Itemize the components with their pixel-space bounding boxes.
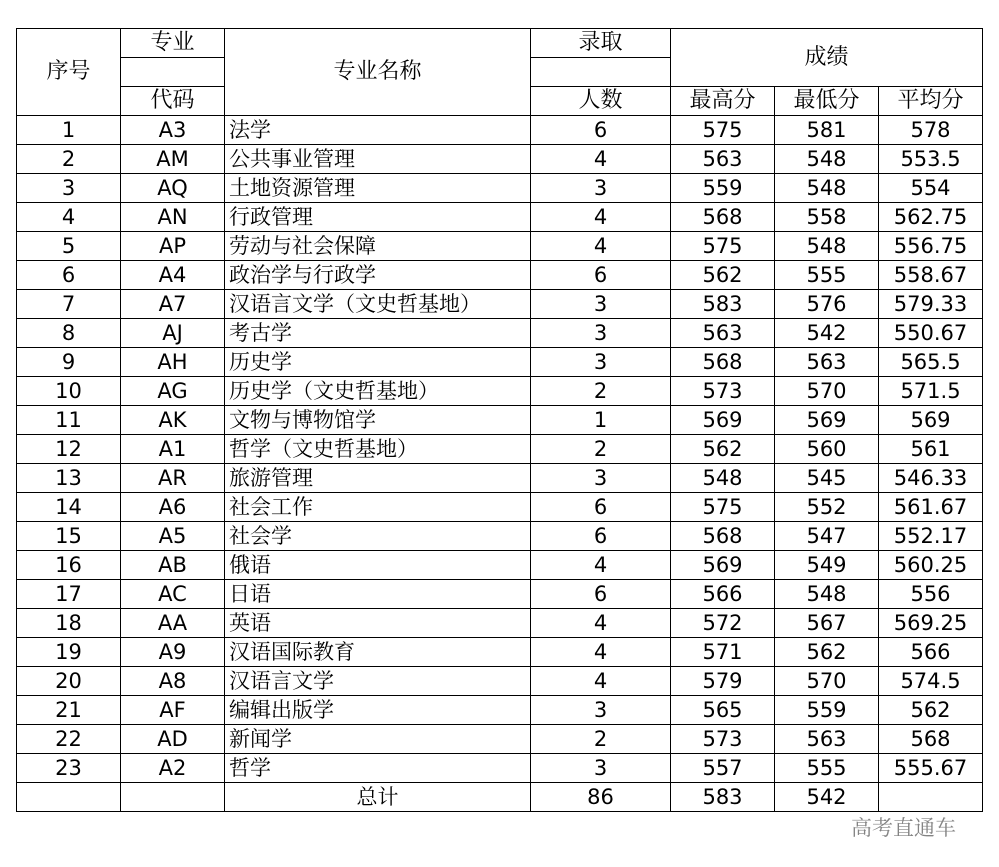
cell-name: 社会学 [225,522,531,551]
cell-min: 559 [775,696,879,725]
cell-avg: 578 [879,116,983,145]
cell-min: 548 [775,232,879,261]
total-min: 542 [775,783,879,812]
cell-name: 土地资源管理 [225,174,531,203]
table-row [17,725,983,754]
table-row [17,406,983,435]
cell-max: 571 [671,638,775,667]
table-row [17,377,983,406]
cell-code: AA [121,609,225,638]
cell-index: 15 [17,522,121,551]
cell-avg: 562 [879,696,983,725]
cell-index: 17 [17,580,121,609]
cell-index: 13 [17,464,121,493]
table-row [17,348,983,377]
cell-name: 政治学与行政学 [225,261,531,290]
cell-max: 575 [671,116,775,145]
cell-avg: 554 [879,174,983,203]
cell-code: A7 [121,290,225,319]
total-avg [879,783,983,812]
cell-avg: 556 [879,580,983,609]
table-row [17,754,983,783]
cell-name: 汉语言文学（文史哲基地） [225,290,531,319]
table-row [17,174,983,203]
cell-min: 562 [775,638,879,667]
cell-count: 2 [531,435,671,464]
cell-avg: 579.33 [879,290,983,319]
table-row [17,551,983,580]
cell-count: 6 [531,116,671,145]
cell-index: 3 [17,174,121,203]
cell-name: 旅游管理 [225,464,531,493]
cell-code: A6 [121,493,225,522]
cell-name: 考古学 [225,319,531,348]
table-row [17,522,983,551]
table-row [17,290,983,319]
cell-avg: 560.25 [879,551,983,580]
cell-count: 3 [531,174,671,203]
table-row [17,638,983,667]
cell-min: 548 [775,580,879,609]
cell-code: AH [121,348,225,377]
cell-min: 552 [775,493,879,522]
cell-name: 文物与博物馆学 [225,406,531,435]
cell-avg: 556.75 [879,232,983,261]
table-row [17,667,983,696]
cell-count: 6 [531,261,671,290]
total-index-blank [17,783,121,812]
cell-max: 568 [671,203,775,232]
header-code-blank [121,58,225,87]
cell-code: AC [121,580,225,609]
cell-max: 575 [671,232,775,261]
table-row [17,696,983,725]
header-code-top: 专业 [121,29,225,58]
cell-name: 公共事业管理 [225,145,531,174]
cell-code: A8 [121,667,225,696]
cell-avg: 558.67 [879,261,983,290]
cell-name: 英语 [225,609,531,638]
cell-code: AQ [121,174,225,203]
cell-max: 568 [671,522,775,551]
cell-avg: 569.25 [879,609,983,638]
cell-code: A1 [121,435,225,464]
cell-max: 557 [671,754,775,783]
cell-index: 5 [17,232,121,261]
cell-count: 4 [531,203,671,232]
cell-min: 548 [775,174,879,203]
cell-avg: 553.5 [879,145,983,174]
cell-index: 6 [17,261,121,290]
cell-code: AK [121,406,225,435]
cell-max: 559 [671,174,775,203]
cell-min: 555 [775,261,879,290]
cell-index: 4 [17,203,121,232]
cell-avg: 546.33 [879,464,983,493]
cell-count: 3 [531,319,671,348]
table-row [17,464,983,493]
cell-index: 21 [17,696,121,725]
cell-index: 1 [17,116,121,145]
cell-min: 581 [775,116,879,145]
cell-name: 历史学（文史哲基地） [225,377,531,406]
admission-score-table [16,28,983,812]
cell-index: 23 [17,754,121,783]
cell-min: 560 [775,435,879,464]
table-row [17,435,983,464]
cell-count: 3 [531,464,671,493]
cell-index: 2 [17,145,121,174]
cell-code: A9 [121,638,225,667]
cell-avg: 552.17 [879,522,983,551]
cell-count: 3 [531,290,671,319]
cell-index: 20 [17,667,121,696]
cell-max: 562 [671,435,775,464]
cell-name: 编辑出版学 [225,696,531,725]
cell-count: 2 [531,725,671,754]
cell-avg: 555.67 [879,754,983,783]
header-admit-blank [531,58,671,87]
table-row [17,493,983,522]
cell-avg: 565.5 [879,348,983,377]
cell-max: 562 [671,261,775,290]
cell-min: 558 [775,203,879,232]
cell-name: 新闻学 [225,725,531,754]
cell-name: 汉语言文学 [225,667,531,696]
table-row [17,203,983,232]
cell-index: 16 [17,551,121,580]
table-row [17,580,983,609]
cell-name: 历史学 [225,348,531,377]
total-code-blank [121,783,225,812]
cell-name: 汉语国际教育 [225,638,531,667]
cell-index: 9 [17,348,121,377]
cell-min: 545 [775,464,879,493]
cell-min: 570 [775,377,879,406]
cell-name: 日语 [225,580,531,609]
table-row [17,145,983,174]
header-avg: 平均分 [879,87,983,116]
cell-name: 哲学（文史哲基地） [225,435,531,464]
cell-max: 568 [671,348,775,377]
cell-min: 547 [775,522,879,551]
header-admit-bottom: 人数 [531,87,671,116]
table-row [17,319,983,348]
cell-code: A3 [121,116,225,145]
cell-index: 12 [17,435,121,464]
header-score-group: 成绩 [671,29,983,87]
cell-min: 563 [775,348,879,377]
cell-count: 4 [531,667,671,696]
cell-count: 4 [531,638,671,667]
cell-index: 14 [17,493,121,522]
cell-max: 548 [671,464,775,493]
cell-max: 563 [671,145,775,174]
header-index: 序号 [17,29,121,116]
cell-min: 570 [775,667,879,696]
cell-code: A4 [121,261,225,290]
table-row [17,261,983,290]
cell-avg: 561.67 [879,493,983,522]
table-row [17,232,983,261]
cell-index: 18 [17,609,121,638]
cell-min: 542 [775,319,879,348]
cell-count: 4 [531,551,671,580]
header-min: 最低分 [775,87,879,116]
cell-code: AG [121,377,225,406]
cell-code: AR [121,464,225,493]
total-label: 总计 [225,783,531,812]
cell-max: 569 [671,406,775,435]
header-admit-top: 录取 [531,29,671,58]
watermark-text: 高考直通车 [851,816,956,840]
cell-min: 576 [775,290,879,319]
cell-index: 10 [17,377,121,406]
cell-name: 社会工作 [225,493,531,522]
cell-index: 19 [17,638,121,667]
cell-max: 583 [671,290,775,319]
cell-min: 555 [775,754,879,783]
cell-avg: 571.5 [879,377,983,406]
total-count: 86 [531,783,671,812]
header-code-bottom: 代码 [121,87,225,116]
table-row [17,609,983,638]
cell-index: 11 [17,406,121,435]
cell-max: 579 [671,667,775,696]
cell-count: 1 [531,406,671,435]
cell-max: 575 [671,493,775,522]
header-row-1 [17,29,983,58]
cell-code: AP [121,232,225,261]
table-body [17,29,983,812]
cell-count: 4 [531,145,671,174]
cell-max: 563 [671,319,775,348]
cell-name: 劳动与社会保障 [225,232,531,261]
cell-min: 549 [775,551,879,580]
cell-name: 俄语 [225,551,531,580]
cell-avg: 569 [879,406,983,435]
cell-index: 8 [17,319,121,348]
cell-code: A5 [121,522,225,551]
cell-count: 4 [531,609,671,638]
cell-count: 3 [531,754,671,783]
cell-avg: 561 [879,435,983,464]
cell-count: 3 [531,348,671,377]
cell-name: 哲学 [225,754,531,783]
cell-avg: 574.5 [879,667,983,696]
cell-code: AB [121,551,225,580]
cell-max: 566 [671,580,775,609]
cell-code: A2 [121,754,225,783]
total-max: 583 [671,783,775,812]
cell-count: 6 [531,580,671,609]
cell-min: 563 [775,725,879,754]
cell-min: 548 [775,145,879,174]
cell-code: AN [121,203,225,232]
cell-min: 569 [775,406,879,435]
cell-avg: 568 [879,725,983,754]
cell-index: 7 [17,290,121,319]
cell-count: 3 [531,696,671,725]
cell-max: 573 [671,725,775,754]
header-name: 专业名称 [225,29,531,116]
cell-count: 4 [531,232,671,261]
cell-count: 2 [531,377,671,406]
cell-code: AJ [121,319,225,348]
cell-max: 572 [671,609,775,638]
header-max: 最高分 [671,87,775,116]
cell-avg: 562.75 [879,203,983,232]
cell-count: 6 [531,522,671,551]
cell-index: 22 [17,725,121,754]
cell-min: 567 [775,609,879,638]
cell-avg: 550.67 [879,319,983,348]
cell-code: AM [121,145,225,174]
cell-name: 法学 [225,116,531,145]
cell-code: AD [121,725,225,754]
cell-code: AF [121,696,225,725]
cell-max: 565 [671,696,775,725]
cell-avg: 566 [879,638,983,667]
total-row [17,783,983,812]
table-row [17,116,983,145]
cell-max: 573 [671,377,775,406]
cell-max: 569 [671,551,775,580]
cell-name: 行政管理 [225,203,531,232]
cell-count: 6 [531,493,671,522]
